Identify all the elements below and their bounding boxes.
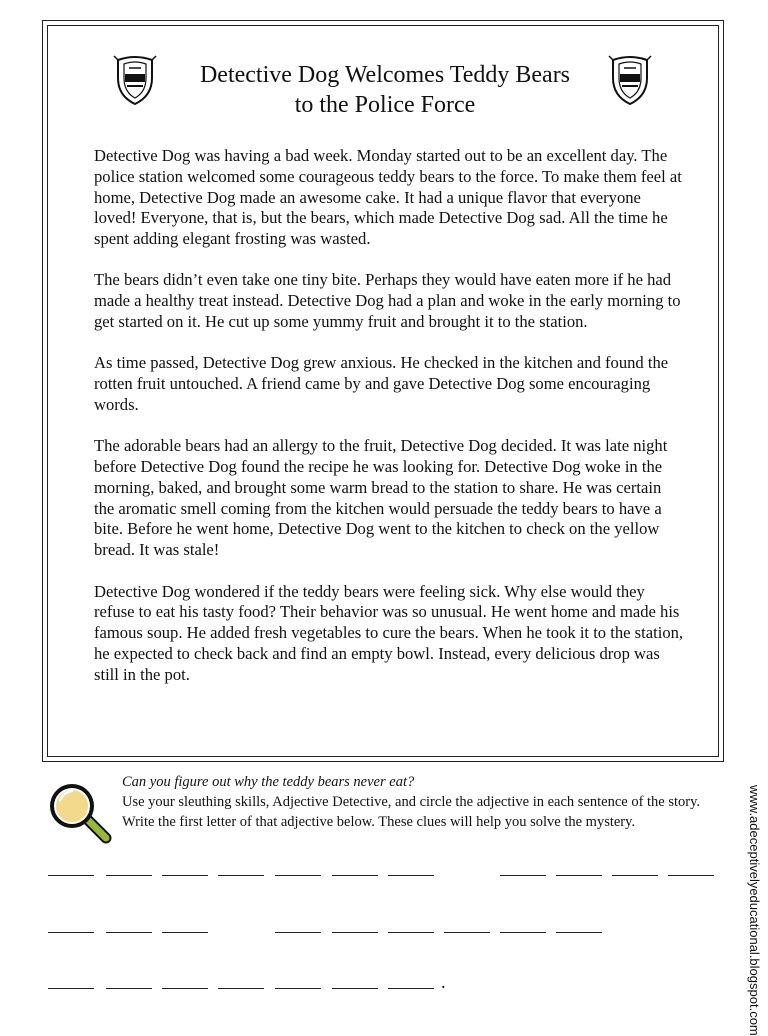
clue-instruction-line: Write the first letter of that adjective below. These clues will help you solve the mystery.: [122, 814, 636, 830]
answer-blank[interactable]: [556, 875, 602, 876]
answer-blank[interactable]: [162, 932, 208, 933]
answer-blank[interactable]: [332, 932, 378, 933]
answer-blank[interactable]: [48, 875, 94, 876]
answer-blank[interactable]: [332, 875, 378, 876]
answer-blank[interactable]: [48, 988, 94, 989]
answer-blank[interactable]: [275, 875, 321, 876]
answer-blank[interactable]: [162, 875, 208, 876]
story-paragraph: Detective Dog wondered if the teddy bears were feeling sick. Why else would they refuse to eat his tasty food? Their behavior was so unusual. He went home and made his famous soup. He added fresh vegetables to cure the bears. When he took it to the station, he expected to check back and find an empty bowl. Instead, every delicious drop was still in the pot.: [94, 581, 684, 684]
answer-blank[interactable]: [332, 988, 378, 989]
story-paragraph: Detective Dog was having a bad week. Monday started out to be an excellent day. The police station welcomed some courageous teddy bears to the force. To make them feel at home, Detective Dog made an awesome cake. It had a unique flavor that everyone loved! Everyone, that is, but the bears, which made Detective Dog sad. All the time he spent adding elegant frosting was wasted.: [94, 146, 682, 249]
answer-blank[interactable]: [106, 875, 152, 876]
story-paragraph: The adorable bears had an allergy to the fruit, Detective Dog decided. It was late night before Detective Dog found the recipe he was looking for. Detective Dog woke in the morning, baked, and brought some warm bread to the station to share. He was certain the aromatic smell coming from the kitchen would persuade the teddy bears to have a bite. Before he went home, Detective Dog went to the kitchen to check on the yellow bread. It was stale!: [94, 436, 668, 560]
answer-blank[interactable]: [612, 875, 658, 876]
clue-question: Can you figure out why the teddy bears never eat?: [122, 774, 415, 790]
title-line-2: to the Police Force: [294, 92, 476, 118]
answer-blank[interactable]: [500, 875, 546, 876]
answer-end-punctuation: .: [441, 972, 446, 992]
clue-instruction-line: Use your sleuthing skills, Adjective Detective, and circle the adjective in each sentence of the story.: [122, 794, 701, 810]
blog-url: www.adeceptivelyeducational.blogspot.com: [747, 785, 762, 1036]
answer-blank[interactable]: [48, 932, 94, 933]
answer-blank[interactable]: [218, 988, 264, 989]
answer-blank[interactable]: [556, 932, 602, 933]
answer-blank[interactable]: [106, 988, 152, 989]
title-line-1: Detective Dog Welcomes Teddy Bears: [199, 62, 571, 88]
answer-blank[interactable]: [388, 932, 434, 933]
answer-blank[interactable]: [668, 875, 714, 876]
answer-blank[interactable]: [444, 932, 490, 933]
answer-blank[interactable]: [275, 932, 321, 933]
answer-blank[interactable]: [500, 932, 546, 933]
answer-blank[interactable]: [162, 988, 208, 989]
answer-blank[interactable]: [388, 988, 434, 989]
answer-blank[interactable]: [388, 875, 434, 876]
answer-blank[interactable]: [218, 875, 264, 876]
story-paragraph: The bears didn’t even take one tiny bite. Perhaps they would have eaten more if he had made a healthy treat instead. Detective Dog had a plan and woke in the early morning to get started on it. He cut up some yummy fruit and brought it to the station.: [94, 270, 681, 332]
answer-blank[interactable]: [106, 932, 152, 933]
story-paragraph: As time passed, Detective Dog grew anxious. He checked in the kitchen and found the rotten fruit untouched. A friend came by and gave Detective Dog some encouraging words.: [94, 353, 669, 414]
answer-blank[interactable]: [275, 988, 321, 989]
